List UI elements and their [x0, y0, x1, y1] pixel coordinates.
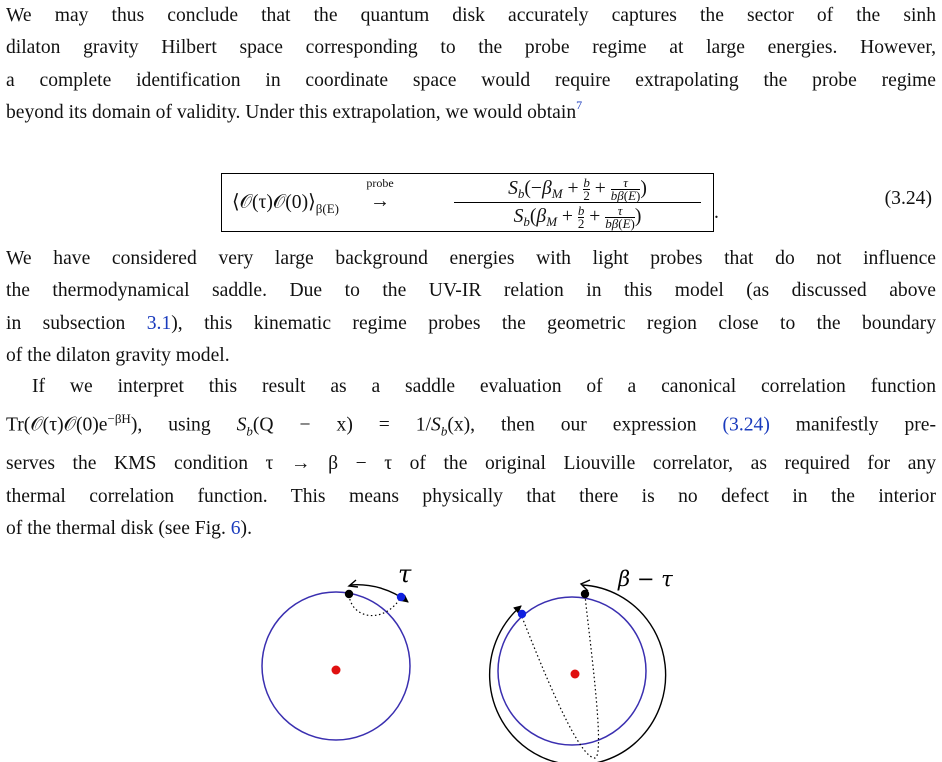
text-line: beyond its domain of validity. Under this extrapolation, we would obtain$^7$: [6, 98, 583, 124]
fraction-numerator: $S_b(-\beta_M + \frac{b}{2}$ + $\frac{\tau}{b\beta(E)}$ ): [508, 175, 647, 203]
text-line: in subsection 3.1), this kinematic regime probes the geometric region close to the boundary: [6, 312, 936, 334]
right-blue-point: [518, 610, 526, 618]
tau-label: τ: [398, 568, 412, 588]
text-line: We may thus conclude that the quantum disk accurately captures the sector of the sinh: [6, 5, 936, 26]
right-disk: [490, 568, 673, 762]
text-line: If we interpret this result as a saddle evaluation of a canonical correlation function: [32, 376, 936, 397]
text-line: $Tr(𝒪(\tau)𝒪(0)e^{-\beta H})$, using $S_b(Q - x) = 1/S_b(x)$, then our expression (3.24) manifestly pre-: [6, 411, 936, 439]
text-line: We have considered very large background energies with light probes that do not influence: [6, 248, 936, 269]
figure-link[interactable]: 6: [230, 518, 241, 540]
paragraph-kinematic-regime: [6, 243, 936, 373]
equation-fraction: [450, 176, 705, 229]
right-black-point: [581, 590, 589, 598]
text-line: serves the KMS condition τ → β − τ of the original Liouville correlator, as required for any: [6, 453, 936, 475]
subsection-link[interactable]: 3.1: [146, 312, 172, 334]
beta-minus-tau-label: β − τ: [618, 568, 673, 591]
left-disk: [262, 568, 412, 740]
text-line: of the dilaton gravity model.: [6, 345, 230, 367]
boxed-equation: [221, 173, 714, 232]
equation-number: (3.24): [884, 188, 932, 209]
equation-period: .: [714, 202, 719, 223]
text-line: of the thermal disk (see Fig. 6).: [6, 518, 252, 540]
footnote-link[interactable]: 7: [576, 98, 583, 113]
paragraph-conclusion: [6, 0, 936, 130]
text-line: a complete identification in coordinate space would require extrapolating the probe regime: [6, 69, 936, 91]
paragraph-kms-condition: [6, 371, 936, 545]
probe-arrow: probe →: [366, 176, 394, 212]
right-center-dot: [571, 670, 580, 679]
text-line: thermal correlation function. This means physically that there is no defect in the interior: [6, 485, 936, 507]
equation-link[interactable]: (3.24): [722, 414, 770, 436]
text-line: dilaton gravity Hilbert space corresponding to the probe regime at large energies. However,: [6, 37, 936, 59]
text-line: the thermodynamical saddle. Due to the UV-IR relation in this model (as discussed above: [6, 280, 936, 302]
left-black-point: [345, 590, 353, 598]
left-geodesic: [349, 595, 401, 616]
left-blue-point: [397, 593, 405, 601]
thermal-disk-figure: [250, 568, 710, 762]
fraction-denominator: $S_b(\beta_M + \frac{b}{2}$ + $\frac{\tau}{b\beta(E)}$ ): [513, 203, 642, 231]
equation-lhs: $⟨𝒪(\tau)𝒪(0)⟩_{\beta(E)}$: [232, 192, 339, 216]
left-center-dot: [332, 666, 341, 675]
